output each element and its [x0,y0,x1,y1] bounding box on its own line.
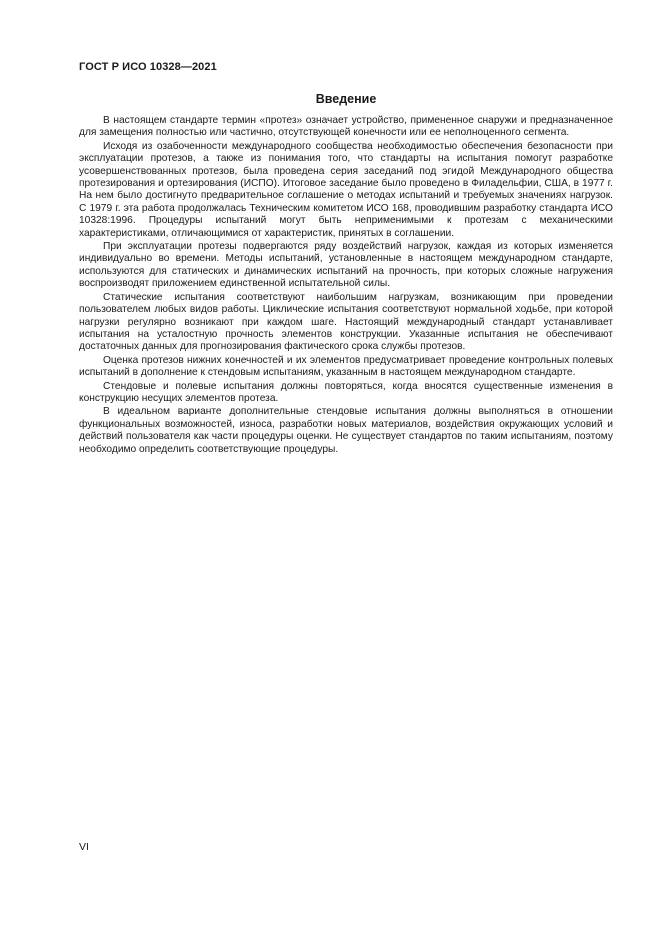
paragraph-static-cyclic: Статические испытания соответствуют наибольшим нагрузкам, возникающим при проведении пользователем любых видов работы. Циклические испытания соответствуют нормальной ходьбе, при которой нагрузки регулярно возникают при каждом шаге. Настоящий международный стандарт устанавливает испытания на усталостную прочность элементов конструкции. Указанные испытания не обеспечивают достаточных данных для прогнозирования фактического срока службы протезов. [79,291,613,353]
introduction-body [79,115,613,457]
paragraph-definition: В настоящем стандарте термин «протез» означает устройство, примененное снаружи и предназначенное для замещения полностью или частично, отсутствующей конечности или ее неполноценного сегмента. [79,115,613,139]
paragraph-field-tests: Оценка протезов нижних конечностей и их элементов предусматривает проведение контрольных полевых испытаний в дополнение к стендовым испытаниям, указанным в настоящем международном стандарте. [79,354,613,379]
page-number: VI [79,841,89,853]
paragraph-repeat-tests: Стендовые и полевые испытания должны повторяться, когда вносятся существенные изменения в конструкцию несущих элементов протеза. [79,380,613,404]
paragraph-additional-tests: В идеальном варианте дополнительные стендовые испытания должны выполняться в отношении функциональных возможностей, износа, разработки новых материалов, воздействия окружающих условий и действий пользователя как части процедуры оценки. Не существует стандартов по таким испытаниям, поэтому необходимо определить соответствующие процедуры. [79,406,613,455]
paragraph-history: Исходя из озабоченности международного сообщества необходимостью обеспечения безопасности при эксплуатации протезов, а также из понимания того, что стандарты на испытания помогут разработке усовершенствованных протезов, была проведена серия заседаний под эгидой Международного общества протезирования и ортезирования (ИСПО). Итоговое заседание было проведено в Филадельфии, США, в 1977 г. На нем было достигнуто предварительное соглашение о методах испытаний и требуемых значениях нагрузок. С 1979 г. эта работа продолжалась Техническим комитетом ИСО 168, проводившим разработку стандарта ИСО 10328:1996. Процедуры испытаний могут быть неприменимыми к протезам с механическими характеристиками, отличающимися от характеристик, принятых в соглашении. [79,140,613,239]
standard-code-header: ГОСТ Р ИСО 10328—2021 [79,61,217,73]
section-title: Введение [315,92,377,106]
paragraph-load-methods: При эксплуатации протезы подвергаются ряду воздействий нагрузок, каждая из которых изменяется индивидуально во времени. Методы испытаний, установленные в настоящем международном стандарте, используются для статических и динамических испытаний на прочность, при которых сложные нагружения воспроизводят приложением единственной испытательной силы. [79,241,613,290]
